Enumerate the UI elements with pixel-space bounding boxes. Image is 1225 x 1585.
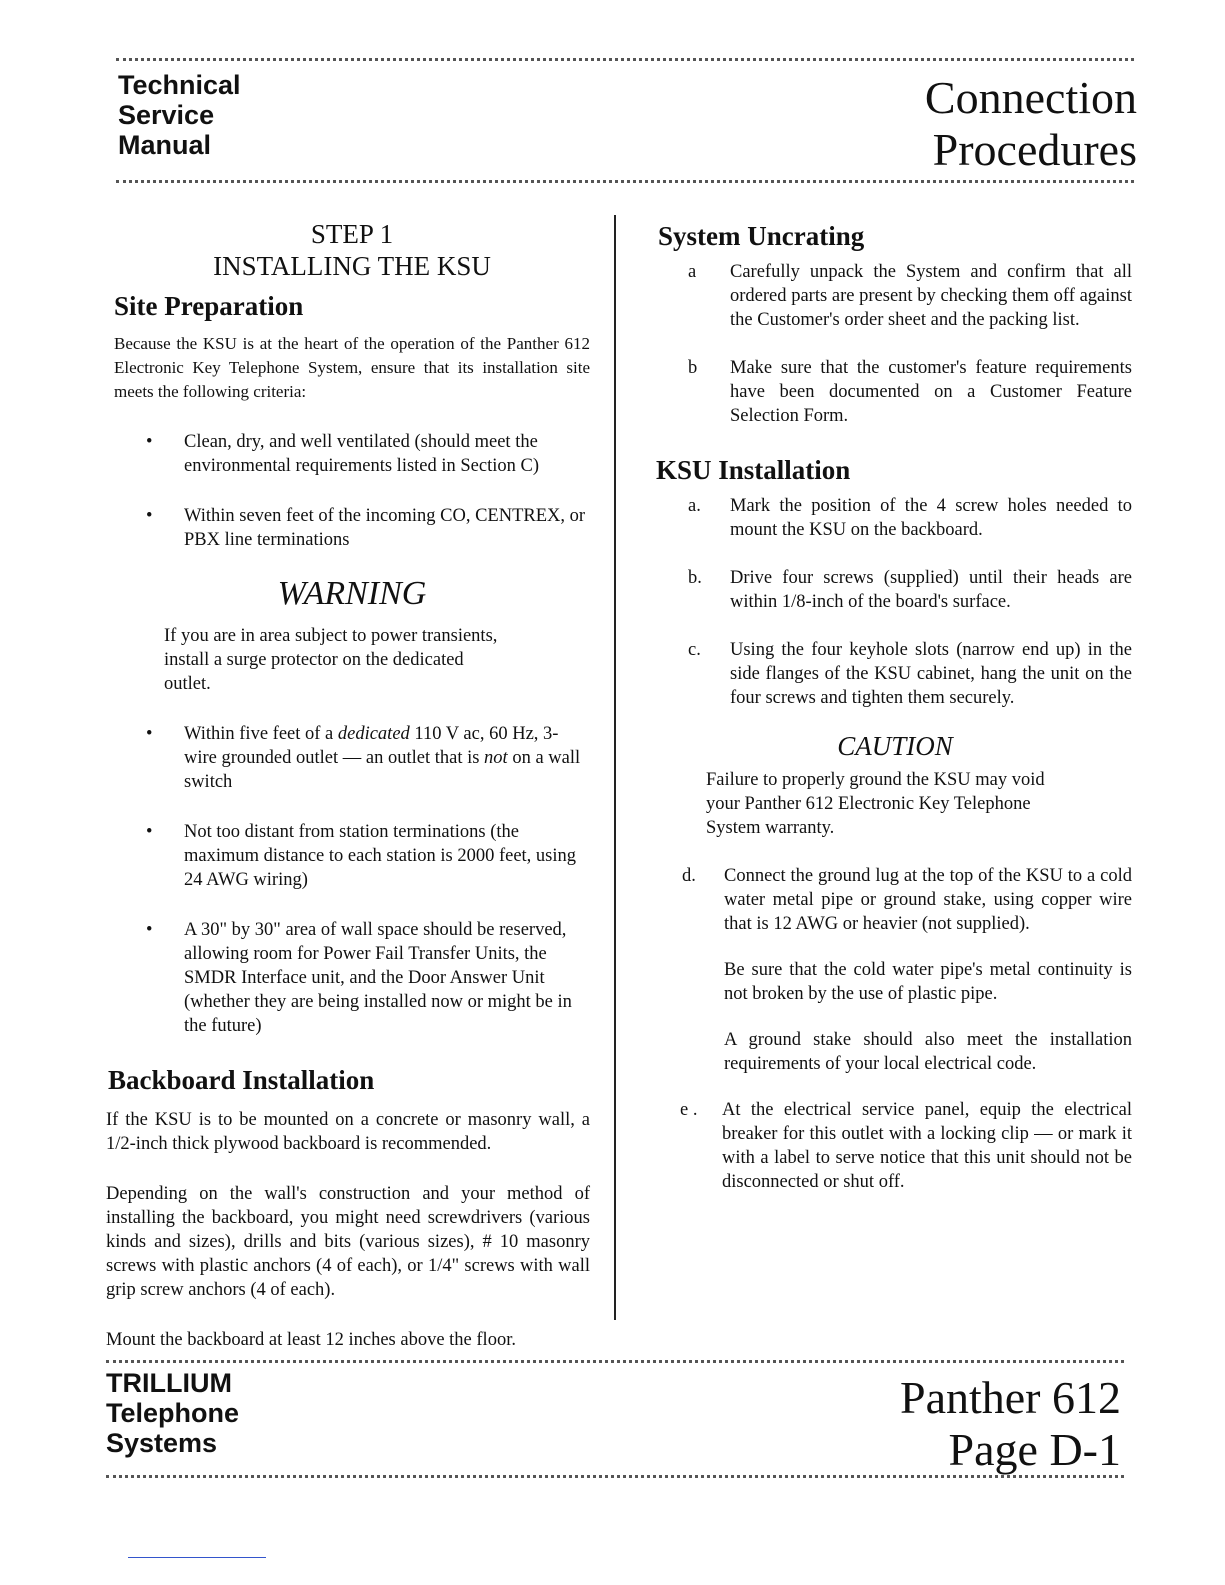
step-text: Make sure that the customer's feature requirements have been documented on a Customer Feature Selection Form.	[730, 358, 1132, 426]
footer-page-number: Page D-1	[948, 1424, 1121, 1475]
step-title: INSTALLING THE KSU	[213, 251, 491, 281]
footer-line-systems: Systems	[106, 1428, 218, 1458]
bullet-dot: •	[146, 506, 153, 526]
backboard-para-1: If the KSU is to be mounted on a concrete or masonry wall, a 1/2-inch thick plywood backboard is recommended.	[106, 1110, 590, 1154]
header-section-title	[925, 72, 1137, 176]
site-criterion-bullet	[146, 820, 590, 892]
bullet-dot: •	[146, 822, 153, 842]
ksu-installation-heading: KSU Installation	[656, 455, 851, 485]
site-criterion-text: Clean, dry, and well ventilated (should meet the environmental requirements listed in Section C)	[184, 432, 540, 476]
footer-top-rule	[106, 1360, 1124, 1363]
footer-link-underline	[128, 1557, 266, 1558]
step-marker: d.	[682, 866, 696, 886]
header-line-connection: Connection	[924, 72, 1137, 123]
step-marker: a	[688, 262, 697, 282]
header-line-service: Service	[118, 100, 215, 130]
caution-title: CAUTION	[837, 731, 953, 761]
site-criterion-text: A 30" by 30" area of wall space should be reserved, allowing room for Power Fail Transfer Units, the SMDR Interface unit, and the Door Answer Unit (whether they are being installed now or might be in the future)	[184, 920, 572, 1036]
backboard-para-2: Depending on the wall's construction and your method of installing the backboard, you might need screwdrivers (various kinds and sizes), drills and bits (various sizes), # 10 masonry screws with plastic anchors (4 of each), or 1/4" screws with wall grip screw anchors (4 of each).	[106, 1184, 590, 1300]
warning-text: If you are in area subject to power transients, install a surge protector on the dedicated outlet.	[164, 626, 498, 694]
header-bottom-rule	[116, 180, 1134, 183]
bullet-dot: •	[146, 920, 153, 940]
outlet-text-post: on a wall switch	[184, 748, 581, 792]
header-line-technical: Technical	[118, 70, 241, 100]
outlet-text-mid: 110 V ac, 60 Hz, 3-wire grounded outlet — an outlet that is	[184, 724, 559, 768]
uncrating-step	[688, 260, 1132, 332]
site-criterion-bullet	[146, 504, 590, 552]
ksu-install-step	[682, 864, 1132, 1076]
step-marker: b.	[688, 568, 702, 588]
ksu-install-step	[680, 1098, 1132, 1194]
ground-note-1: Be sure that the cold water pipe's metal continuity is not broken by the use of plastic pipe.	[724, 960, 1132, 1004]
site-preparation-intro: Because the KSU is at the heart of the operation of the Panther 612 Electronic Key Telephone System, ensure that its installation site meets the following criteria:	[114, 334, 590, 401]
site-criterion-text	[184, 722, 590, 794]
step-text: At the electrical service panel, equip the electrical breaker for this outlet with a locking clip — or mark it with a label to serve notice that this unit should not be disconnected or shut off.	[722, 1100, 1132, 1192]
column-divider	[614, 215, 616, 1320]
backboard-installation-heading: Backboard Installation	[108, 1065, 375, 1095]
site-criterion-bullet	[146, 430, 590, 478]
header-top-rule	[116, 58, 1134, 61]
footer-line-trillium: TRILLIUM	[106, 1368, 232, 1398]
header-line-manual: Manual	[118, 130, 212, 160]
step-text: Mark the position of the 4 screw holes needed to mount the KSU on the backboard.	[730, 496, 1132, 540]
site-criterion-text: Not too distant from station terminations (the maximum distance to each station is 2000 feet, using 24 AWG wiring)	[184, 822, 577, 890]
step-text: Carefully unpack the System and confirm that all ordered parts are present by checking them off against the Customer's order sheet and the packing list.	[730, 262, 1132, 330]
outlet-text-pre: Within five feet of a	[184, 724, 338, 744]
step-marker: e .	[680, 1100, 698, 1120]
bullet-dot: •	[146, 724, 153, 744]
ksu-install-step	[688, 494, 1132, 542]
site-criterion-bullet	[146, 722, 590, 794]
ksu-install-step	[688, 566, 1132, 614]
step-text: Drive four screws (supplied) until their heads are within 1/8-inch of the board's surface.	[730, 568, 1132, 612]
left-column	[106, 218, 590, 1352]
site-criterion-bullet	[146, 918, 590, 1038]
step-text: Using the four keyhole slots (narrow end up) in the side flanges of the KSU cabinet, hang the unit on the four screws and tighten them securely.	[730, 640, 1132, 708]
footer-line-telephone: Telephone	[106, 1398, 240, 1428]
right-column	[658, 220, 1132, 1194]
ksu-install-step	[688, 638, 1132, 710]
ground-note-2: A ground stake should also meet the installation requirements of your local electrical code.	[724, 1030, 1132, 1074]
site-preparation-heading: Site Preparation	[114, 291, 304, 321]
bullet-dot: •	[146, 432, 153, 452]
outlet-text-not: not	[484, 748, 508, 768]
footer-bottom-rule	[106, 1475, 1124, 1478]
warning-title: WARNING	[277, 575, 427, 612]
step-marker: c.	[688, 640, 701, 660]
step-marker: b	[688, 358, 698, 378]
footer-page-info	[900, 1372, 1121, 1476]
uncrating-step	[688, 356, 1132, 428]
header-line-procedures: Procedures	[932, 124, 1137, 175]
site-criterion-text: Within seven feet of the incoming CO, CENTREX, or PBX line terminations	[184, 506, 586, 550]
caution-text: Failure to properly ground the KSU may void your Panther 612 Electronic Key Telephone System warranty.	[706, 770, 1045, 838]
backboard-para-3: Mount the backboard at least 12 inches above the floor.	[106, 1330, 516, 1350]
outlet-text-dedicated: dedicated	[337, 724, 410, 744]
step-text: Connect the ground lug at the top of the KSU to a cold water metal pipe or ground stake, using copper wire that is 12 AWG or heavier (not supplied).	[724, 866, 1132, 934]
step-heading: STEP 1	[310, 219, 394, 249]
header-manual-title	[118, 70, 241, 160]
footer-company	[106, 1368, 239, 1458]
footer-product-name: Panther 612	[899, 1372, 1121, 1423]
step-marker: a.	[688, 496, 701, 516]
system-uncrating-heading: System Uncrating	[658, 221, 865, 251]
